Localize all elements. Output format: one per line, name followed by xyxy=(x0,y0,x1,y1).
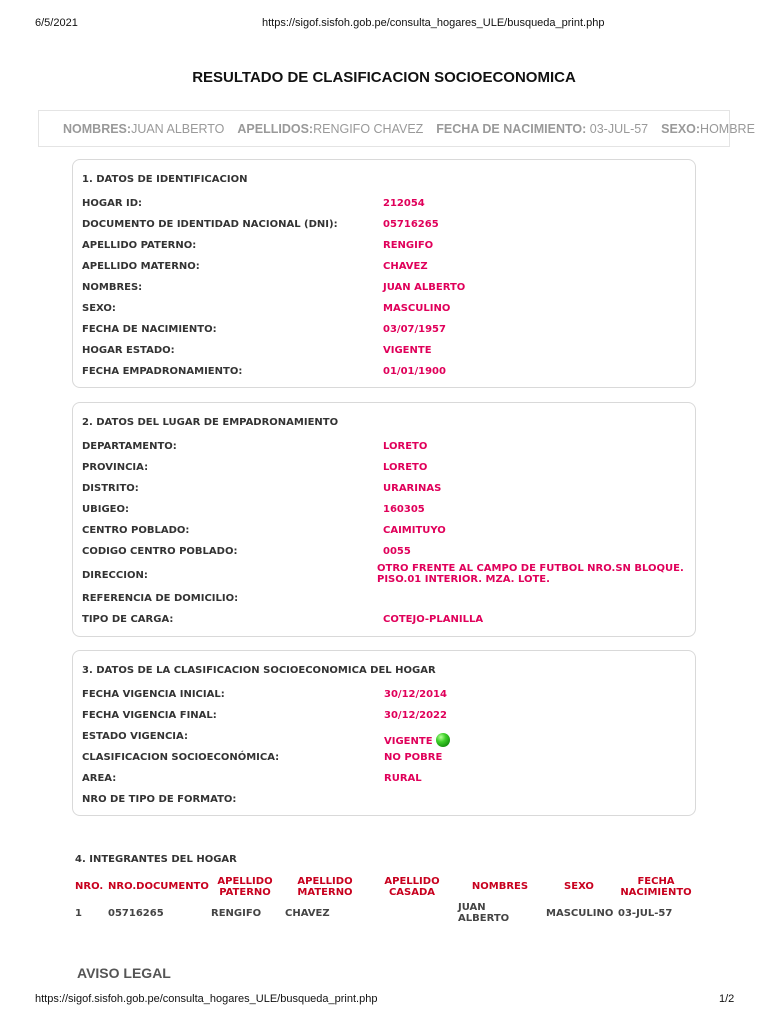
summary-fecha-value: 03-JUL-57 xyxy=(586,121,649,136)
field-row xyxy=(73,483,695,501)
field-value: RURAL xyxy=(384,773,422,784)
summary-apellidos-value: RENGIFO CHAVEZ xyxy=(313,121,424,136)
field-label: APELLIDO PATERNO: xyxy=(82,240,197,251)
field-row xyxy=(73,219,695,237)
field-row xyxy=(73,546,695,564)
summary-nombres xyxy=(63,122,224,136)
col-header-fecha-line2: NACIMIENTO xyxy=(620,887,692,898)
cell-paterno: RENGIFO xyxy=(211,908,262,919)
field-row xyxy=(73,198,695,216)
field-row xyxy=(73,462,695,480)
field-label: HOGAR ID: xyxy=(82,198,143,209)
field-row xyxy=(73,593,695,611)
field-value: VIGENTE xyxy=(383,345,432,356)
field-row xyxy=(73,504,695,522)
summary-bar xyxy=(38,110,755,147)
field-value: 30/12/2014 xyxy=(384,689,447,700)
field-label: HOGAR ESTADO: xyxy=(82,345,175,356)
field-row xyxy=(73,731,695,749)
field-row xyxy=(73,345,695,363)
field-value: 03/07/1957 xyxy=(383,324,446,335)
print-date: 6/5/2021 xyxy=(35,17,78,29)
summary-fecha xyxy=(436,122,648,136)
col-header-casada-line1: APELLIDO xyxy=(384,876,440,887)
cell-nro: 1 xyxy=(75,908,82,919)
field-label: REFERENCIA DE DOMICILIO: xyxy=(82,593,239,604)
section-title: 1. DATOS DE IDENTIFICACION xyxy=(82,174,248,185)
field-label: FECHA VIGENCIA FINAL: xyxy=(82,710,217,721)
field-value: CHAVEZ xyxy=(383,261,428,272)
field-value xyxy=(384,733,450,747)
col-header-sexo: SEXO xyxy=(564,881,594,892)
field-label: FECHA EMPADRONAMIENTO: xyxy=(82,366,243,377)
print-page-number: 1/2 xyxy=(719,993,735,1005)
field-label: CODIGO CENTRO POBLADO: xyxy=(82,546,238,557)
field-label: FECHA DE NACIMIENTO: xyxy=(82,324,217,335)
field-row xyxy=(73,773,695,791)
field-label: TIPO DE CARGA: xyxy=(82,614,174,625)
print-url: https://sigof.sisfoh.gob.pe/consulta_hogares_ULE/busqueda_print.php xyxy=(262,17,605,29)
field-value: NO POBRE xyxy=(384,752,443,763)
field-label: AREA: xyxy=(82,773,117,784)
summary-apellidos xyxy=(237,122,423,136)
col-header-materno-line1: APELLIDO xyxy=(297,876,353,887)
field-value: 30/12/2022 xyxy=(384,710,447,721)
aviso-legal-heading: AVISO LEGAL xyxy=(77,965,171,981)
section-title: 3. DATOS DE LA CLASIFICACION SOCIOECONOMICA DEL HOGAR xyxy=(82,665,436,676)
field-label: DOCUMENTO DE IDENTIDAD NACIONAL (DNI): xyxy=(82,219,338,230)
print-footer-url: https://sigof.sisfoh.gob.pe/consulta_hogares_ULE/busqueda_print.php xyxy=(35,993,378,1005)
field-value: 212054 xyxy=(383,198,425,209)
cell-nombres xyxy=(458,902,509,924)
field-label: NRO DE TIPO DE FORMATO: xyxy=(82,794,237,805)
field-value: LORETO xyxy=(383,441,428,452)
summary-sexo xyxy=(661,122,755,136)
field-row xyxy=(73,303,695,321)
col-header-fecha-line1: FECHA xyxy=(637,876,675,887)
field-row xyxy=(73,324,695,342)
field-row xyxy=(73,563,695,589)
field-value: RENGIFO xyxy=(383,240,434,251)
field-row xyxy=(73,240,695,258)
field-row xyxy=(73,710,695,728)
section-integrantes-title: 4. INTEGRANTES DEL HOGAR xyxy=(75,854,237,865)
cell-nombres-line1: JUAN xyxy=(458,902,486,913)
field-label: APELLIDO MATERNO: xyxy=(82,261,200,272)
col-header-casada-line2: CASADA xyxy=(388,887,436,898)
status-dot-icon xyxy=(436,733,450,747)
field-label: PROVINCIA: xyxy=(82,462,149,473)
summary-apellidos-label: APELLIDOS: xyxy=(237,121,314,136)
field-row xyxy=(73,366,695,384)
col-header-nombres: NOMBRES xyxy=(471,881,529,892)
field-label: FECHA VIGENCIA INICIAL: xyxy=(82,689,225,700)
page-title: RESULTADO DE CLASIFICACION SOCIOECONOMICA xyxy=(192,69,576,86)
status-text: VIGENTE xyxy=(384,736,433,747)
col-header-casada xyxy=(372,876,452,898)
summary-nombres-label: NOMBRES: xyxy=(63,121,132,136)
field-value: 01/01/1900 xyxy=(383,366,446,377)
section-clasificacion xyxy=(72,650,696,816)
field-value: 05716265 xyxy=(383,219,439,230)
field-value: MASCULINO xyxy=(383,303,451,314)
cell-nombres-line2: ALBERTO xyxy=(458,913,510,924)
field-value: CAIMITUYO xyxy=(383,525,446,536)
field-row xyxy=(73,689,695,707)
field-value: LORETO xyxy=(383,462,428,473)
col-header-nro: NRO. xyxy=(75,881,104,892)
summary-fecha-label: FECHA DE NACIMIENTO: xyxy=(436,121,587,136)
summary-sexo-label: SEXO: xyxy=(661,121,701,136)
section-title: 2. DATOS DEL LUGAR DE EMPADRONAMIENTO xyxy=(82,417,339,428)
field-value: COTEJO-PLANILLA xyxy=(383,614,484,625)
field-row xyxy=(73,441,695,459)
section-empadronamiento xyxy=(72,402,696,637)
summary-nombres-value: JUAN ALBERTO xyxy=(131,121,225,136)
field-label: DIRECCION: xyxy=(82,570,148,581)
cell-documento: 05716265 xyxy=(108,908,164,919)
field-label: CLASIFICACION SOCIOECONÓMICA: xyxy=(82,752,280,763)
field-label: ESTADO VIGENCIA: xyxy=(82,731,188,742)
field-row xyxy=(73,614,695,632)
field-row xyxy=(73,794,695,812)
field-row xyxy=(73,261,695,279)
field-value: OTRO FRENTE AL CAMPO DE FUTBOL NRO.SN BLOQUE. PISO.01 INTERIOR. MZA. LOTE. xyxy=(377,563,684,585)
field-row xyxy=(73,282,695,300)
field-value: JUAN ALBERTO xyxy=(383,282,466,293)
field-label: NOMBRES: xyxy=(82,282,143,293)
cell-materno: CHAVEZ xyxy=(285,908,330,919)
field-value: 0055 xyxy=(383,546,411,557)
field-label: CENTRO POBLADO: xyxy=(82,525,190,536)
field-value: 160305 xyxy=(383,504,425,515)
summary-sexo-value: HOMBRE xyxy=(700,121,755,136)
col-header-paterno-line2: PATERNO xyxy=(219,887,271,898)
field-row xyxy=(73,752,695,770)
section-identificacion xyxy=(72,159,696,388)
col-header-paterno xyxy=(205,876,285,898)
col-header-documento: NRO.DOCUMENTO xyxy=(108,881,209,892)
field-label: DISTRITO: xyxy=(82,483,139,494)
field-row xyxy=(73,525,695,543)
field-label: UBIGEO: xyxy=(82,504,130,515)
field-label: SEXO: xyxy=(82,303,116,314)
field-label: DEPARTAMENTO: xyxy=(82,441,177,452)
col-header-materno xyxy=(285,876,365,898)
col-header-materno-line2: MATERNO xyxy=(297,887,353,898)
col-header-fecha xyxy=(614,876,698,898)
col-header-paterno-line1: APELLIDO xyxy=(217,876,273,887)
cell-fecha: 03-JUL-57 xyxy=(618,908,673,919)
field-value: URARINAS xyxy=(383,483,442,494)
cell-sexo: MASCULINO xyxy=(546,908,614,919)
